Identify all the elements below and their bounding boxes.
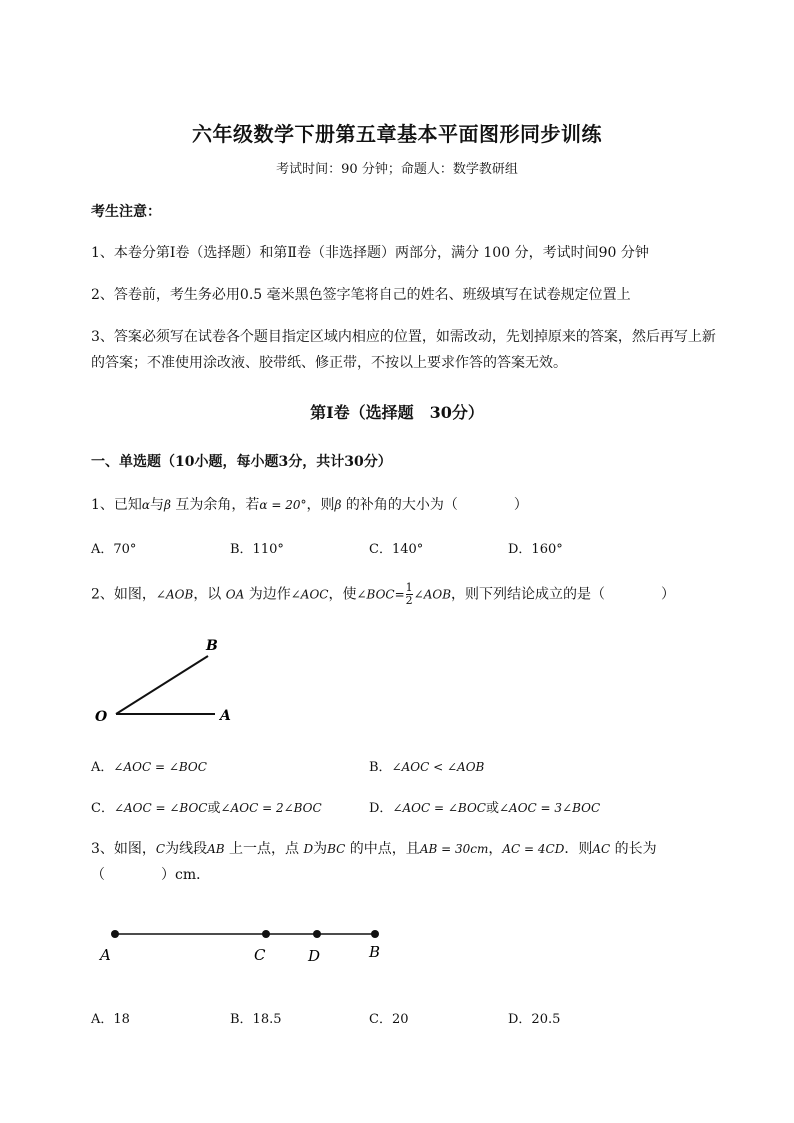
q3-text: ， — [488, 841, 503, 857]
q2-angle-aob: ∠AOB — [413, 587, 452, 602]
q1-alpha-value: α = 20° — [259, 498, 307, 512]
option-prefix: D． — [369, 801, 393, 816]
q3-text: 为线段 — [165, 841, 208, 857]
q3-text: 的长为 — [610, 841, 657, 857]
q2-angle-boc: ∠BOC= — [356, 587, 405, 602]
point-label-a: A — [100, 946, 111, 964]
point-b — [371, 930, 379, 938]
notice-heading: 考生注意： — [91, 204, 161, 220]
q2-text: ，则下列结论成立的是（ ） — [451, 586, 676, 603]
q3-text: 为 — [313, 841, 328, 857]
point-label-a: A — [220, 708, 231, 724]
point-c — [262, 930, 270, 938]
notice-item-3: 3、答案必须写在试卷各个题目指定区域内相应的位置，如需改动，先划掉原来的答案，然后再写上新 — [91, 329, 716, 345]
option-math: ∠AOC = ∠BOC — [113, 801, 208, 815]
q1-text: 与 — [150, 497, 165, 513]
q1-beta: β — [164, 498, 171, 512]
q1-option-b[interactable]: B．110° — [230, 542, 284, 557]
q3-ac-relation: AC = 4CD — [502, 842, 565, 856]
q2-text: ，以 — [193, 586, 226, 603]
q3-text: 3、如图， — [91, 841, 156, 857]
q2-option-b[interactable] — [369, 756, 484, 775]
q3-segment-bc: BC — [327, 842, 346, 856]
q3-segment-ab: AB — [207, 842, 225, 856]
option-math-2: ∠AOC = 3∠BOC — [499, 801, 601, 815]
question-3 — [91, 838, 657, 858]
q3-text: 的中点，且 — [345, 841, 420, 857]
q1-text: 1、已知 — [91, 497, 142, 513]
q2-angle-aob: ∠AOB — [155, 587, 194, 602]
q3-option-d[interactable]: D．20.5 — [508, 1012, 561, 1027]
point-label-d: D — [308, 947, 321, 965]
q3-point-c: C — [155, 842, 166, 856]
fraction-numerator: 1 — [405, 581, 413, 594]
page-title: 六年级数学下册第五章基本平面图形同步训练 — [192, 122, 602, 146]
q3-option-c[interactable]: C．20 — [369, 1012, 409, 1027]
fraction-denominator: 2 — [405, 594, 413, 607]
q2-option-c[interactable] — [91, 797, 322, 816]
q3-ab-length: AB = 30cm — [419, 842, 489, 856]
q3-point-d: D — [303, 842, 314, 856]
option-or: 或 — [207, 801, 221, 816]
option-prefix: C． — [91, 801, 114, 816]
q2-option-a[interactable] — [91, 756, 207, 775]
q1-text: 的补角的大小为（ ） — [341, 497, 528, 513]
q1-beta: β — [334, 498, 342, 512]
q2-text: ，使 — [328, 586, 357, 603]
point-label-b: B — [206, 638, 218, 654]
option-prefix: A． — [91, 760, 114, 775]
q1-alpha: α — [141, 498, 151, 512]
q2-angle-figure — [86, 628, 246, 733]
part-title: 一、单选题（10小题，每小题3分，共计30分） — [91, 454, 392, 470]
q3-answer-blank: （ ）cm． — [91, 867, 211, 883]
q2-ray-oa: OA — [225, 587, 245, 602]
notice-item-1: 1、本卷分第Ⅰ卷（选择题）和第Ⅱ卷（非选择题）两部分，满分 100 分，考试时间90 分钟 — [91, 245, 649, 261]
point-label-o: O — [95, 709, 108, 725]
q3-text: ．则 — [564, 841, 593, 857]
option-math: ∠AOC < ∠AOB — [391, 760, 485, 774]
q1-text: ，则 — [306, 497, 335, 513]
notice-item-3-cont: 的答案；不准使用涂改液、胶带纸、修正带，不按以上要求作答的答案无效。 — [91, 355, 567, 371]
q1-option-c[interactable]: C．140° — [369, 542, 424, 557]
q3-text: 上一点，点 — [224, 841, 304, 857]
option-or: 或 — [485, 801, 499, 816]
q3-segment-figure — [96, 920, 396, 970]
point-d — [313, 930, 321, 938]
option-math: ∠AOC = ∠BOC — [392, 801, 486, 815]
point-label-c: C — [254, 946, 266, 964]
point-label-b: B — [369, 943, 381, 961]
question-2 — [91, 582, 675, 607]
q2-option-d[interactable] — [369, 797, 600, 816]
point-a — [111, 930, 119, 938]
q1-option-d[interactable]: D．160° — [508, 542, 563, 557]
q3-option-b[interactable]: B．18.5 — [230, 1012, 282, 1027]
option-prefix: B． — [369, 760, 392, 775]
q1-text: 互为余角，若 — [170, 497, 260, 513]
ray-ob — [116, 656, 208, 714]
notice-item-2: 2、答卷前，考生务必用0.5 毫米黑色签字笔将自己的姓名、班级填写在试卷规定位置上 — [91, 287, 631, 303]
q2-text: 2、如图， — [91, 586, 156, 603]
option-math: ∠AOC = ∠BOC — [113, 760, 207, 774]
section-title: 第Ⅰ卷（选择题 30分） — [310, 403, 484, 422]
q1-option-a[interactable]: A．70° — [91, 542, 137, 557]
q2-fraction — [406, 582, 413, 607]
exam-info: 考试时间：90 分钟；命题人：数学教研组 — [276, 162, 518, 177]
q3-option-a[interactable]: A．18 — [91, 1012, 130, 1027]
q2-angle-aoc: ∠AOC — [290, 587, 329, 602]
option-math-2: ∠AOC = 2∠BOC — [220, 801, 322, 815]
q3-segment-ac: AC — [592, 842, 611, 856]
q2-text: 为边作 — [244, 586, 291, 603]
question-1 — [91, 494, 528, 514]
